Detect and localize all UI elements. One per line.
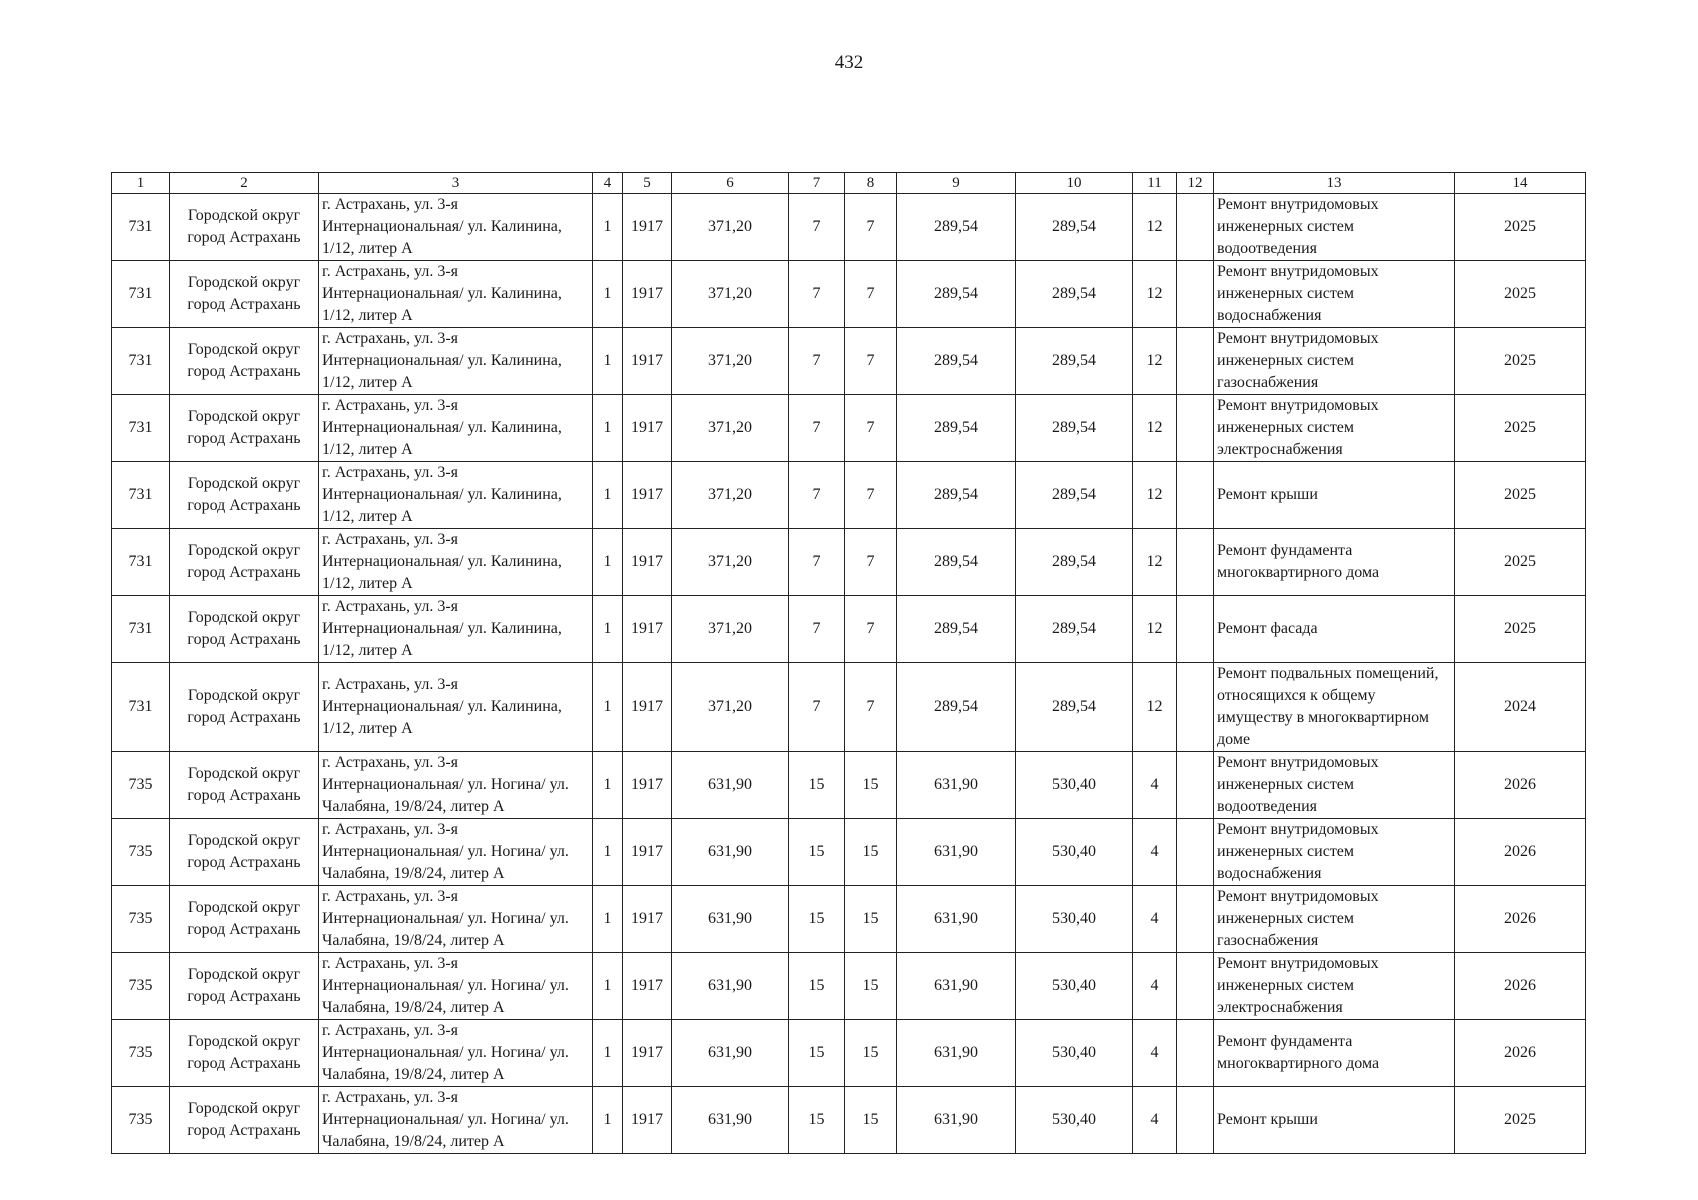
col-7-value-cell: 15 — [789, 886, 845, 953]
table-row — [112, 819, 1586, 886]
col-8-value-cell: 7 — [845, 462, 897, 529]
work-type-cell: Ремонт внутридомовых инженерных систем электроснабжения — [1214, 953, 1455, 1020]
total-area-cell: 631,90 — [672, 1087, 789, 1154]
planned-year-cell: 2026 — [1455, 1020, 1586, 1087]
municipality-cell: Городской округ город Астрахань — [170, 886, 319, 953]
col-9-area-cell: 631,90 — [897, 886, 1016, 953]
col-4-value-cell: 1 — [593, 953, 623, 1020]
col-11-value-cell: 4 — [1133, 886, 1177, 953]
year-built-cell: 1917 — [623, 596, 672, 663]
col-7-value-cell: 7 — [789, 663, 845, 752]
municipality-cell: Городской округ город Астрахань — [170, 1087, 319, 1154]
municipality-cell: Городской округ город Астрахань — [170, 1020, 319, 1087]
col-12-value-cell — [1177, 886, 1214, 953]
address-cell: г. Астрахань, ул. 3-я Интернациональная/ ул. Ногина/ ул. Чалабяна, 19/8/24, литер А — [319, 819, 593, 886]
work-type-cell: Ремонт подвальных помещений, относящихся к общему имуществу в многоквартирном доме — [1214, 663, 1455, 752]
planned-year-cell: 2025 — [1455, 395, 1586, 462]
table-row — [112, 1087, 1586, 1154]
row-number-cell: 735 — [112, 819, 170, 886]
col-12-value-cell — [1177, 819, 1214, 886]
planned-year-cell: 2026 — [1455, 953, 1586, 1020]
col-10-area-cell: 289,54 — [1016, 462, 1133, 529]
year-built-cell: 1917 — [623, 529, 672, 596]
col-10-area-cell: 289,54 — [1016, 261, 1133, 328]
col-8-value-cell: 15 — [845, 886, 897, 953]
col-7-value-cell: 7 — [789, 261, 845, 328]
planned-year-cell: 2025 — [1455, 328, 1586, 395]
municipality-cell: Городской округ город Астрахань — [170, 596, 319, 663]
row-number-cell: 735 — [112, 752, 170, 819]
total-area-cell: 371,20 — [672, 194, 789, 261]
municipality-cell: Городской округ город Астрахань — [170, 663, 319, 752]
total-area-cell: 371,20 — [672, 663, 789, 752]
year-built-cell: 1917 — [623, 819, 672, 886]
municipality-cell: Городской округ город Астрахань — [170, 395, 319, 462]
total-area-cell: 631,90 — [672, 886, 789, 953]
address-cell: г. Астрахань, ул. 3-я Интернациональная/ ул. Калинина, 1/12, литер А — [319, 529, 593, 596]
col-7-value-cell: 7 — [789, 395, 845, 462]
col-4-value-cell: 1 — [593, 1020, 623, 1087]
col-4-value-cell: 1 — [593, 819, 623, 886]
planned-year-cell: 2026 — [1455, 819, 1586, 886]
col-12-value-cell — [1177, 462, 1214, 529]
col-11-value-cell: 12 — [1133, 663, 1177, 752]
page-number: 432 — [834, 52, 864, 73]
address-cell: г. Астрахань, ул. 3-я Интернациональная/ ул. Калинина, 1/12, литер А — [319, 261, 593, 328]
table-row — [112, 261, 1586, 328]
column-number-11: 11 — [1133, 173, 1177, 194]
col-7-value-cell: 7 — [789, 529, 845, 596]
table-row — [112, 663, 1586, 752]
total-area-cell: 371,20 — [672, 596, 789, 663]
col-8-value-cell: 15 — [845, 1087, 897, 1154]
col-7-value-cell: 7 — [789, 596, 845, 663]
col-11-value-cell: 12 — [1133, 194, 1177, 261]
planned-year-cell: 2025 — [1455, 462, 1586, 529]
col-11-value-cell: 12 — [1133, 261, 1177, 328]
total-area-cell: 371,20 — [672, 462, 789, 529]
col-4-value-cell: 1 — [593, 395, 623, 462]
col-4-value-cell: 1 — [593, 663, 623, 752]
col-11-value-cell: 12 — [1133, 529, 1177, 596]
table-row — [112, 395, 1586, 462]
col-9-area-cell: 289,54 — [897, 261, 1016, 328]
address-cell: г. Астрахань, ул. 3-я Интернациональная/ ул. Ногина/ ул. Чалабяна, 19/8/24, литер А — [319, 1020, 593, 1087]
row-number-cell: 735 — [112, 953, 170, 1020]
row-number-cell: 731 — [112, 529, 170, 596]
address-cell: г. Астрахань, ул. 3-я Интернациональная/ ул. Калинина, 1/12, литер А — [319, 663, 593, 752]
row-number-cell: 731 — [112, 462, 170, 529]
total-area-cell: 371,20 — [672, 328, 789, 395]
col-4-value-cell: 1 — [593, 1087, 623, 1154]
col-4-value-cell: 1 — [593, 261, 623, 328]
column-number-8: 8 — [845, 173, 897, 194]
work-type-cell: Ремонт внутридомовых инженерных систем водоотведения — [1214, 194, 1455, 261]
col-10-area-cell: 289,54 — [1016, 395, 1133, 462]
address-cell: г. Астрахань, ул. 3-я Интернациональная/ ул. Калинина, 1/12, литер А — [319, 328, 593, 395]
col-10-area-cell: 530,40 — [1016, 953, 1133, 1020]
col-12-value-cell — [1177, 663, 1214, 752]
column-number-14: 14 — [1455, 173, 1586, 194]
col-7-value-cell: 7 — [789, 328, 845, 395]
col-9-area-cell: 289,54 — [897, 529, 1016, 596]
col-8-value-cell: 7 — [845, 194, 897, 261]
total-area-cell: 631,90 — [672, 953, 789, 1020]
year-built-cell: 1917 — [623, 953, 672, 1020]
col-9-area-cell: 289,54 — [897, 663, 1016, 752]
col-10-area-cell: 289,54 — [1016, 194, 1133, 261]
work-type-cell: Ремонт фундамента многоквартирного дома — [1214, 1020, 1455, 1087]
year-built-cell: 1917 — [623, 462, 672, 529]
col-11-value-cell: 4 — [1133, 752, 1177, 819]
col-11-value-cell: 12 — [1133, 596, 1177, 663]
col-12-value-cell — [1177, 1020, 1214, 1087]
col-9-area-cell: 631,90 — [897, 953, 1016, 1020]
address-cell: г. Астрахань, ул. 3-я Интернациональная/ ул. Калинина, 1/12, литер А — [319, 395, 593, 462]
col-10-area-cell: 289,54 — [1016, 663, 1133, 752]
work-type-cell: Ремонт фундамента многоквартирного дома — [1214, 529, 1455, 596]
column-number-10: 10 — [1016, 173, 1133, 194]
planned-year-cell: 2025 — [1455, 194, 1586, 261]
col-7-value-cell: 15 — [789, 752, 845, 819]
table-body — [112, 194, 1586, 1154]
total-area-cell: 631,90 — [672, 752, 789, 819]
row-number-cell: 731 — [112, 395, 170, 462]
col-4-value-cell: 1 — [593, 886, 623, 953]
work-type-cell: Ремонт фасада — [1214, 596, 1455, 663]
planned-year-cell: 2025 — [1455, 596, 1586, 663]
work-type-cell: Ремонт внутридомовых инженерных систем газоснабжения — [1214, 886, 1455, 953]
column-number-6: 6 — [672, 173, 789, 194]
column-number-1: 1 — [112, 173, 170, 194]
col-12-value-cell — [1177, 194, 1214, 261]
address-cell: г. Астрахань, ул. 3-я Интернациональная/ ул. Ногина/ ул. Чалабяна, 19/8/24, литер А — [319, 752, 593, 819]
col-7-value-cell: 7 — [789, 462, 845, 529]
total-area-cell: 371,20 — [672, 395, 789, 462]
col-9-area-cell: 631,90 — [897, 752, 1016, 819]
col-8-value-cell: 7 — [845, 529, 897, 596]
col-4-value-cell: 1 — [593, 462, 623, 529]
col-12-value-cell — [1177, 752, 1214, 819]
column-number-13: 13 — [1214, 173, 1455, 194]
col-11-value-cell: 12 — [1133, 462, 1177, 529]
col-9-area-cell: 631,90 — [897, 1020, 1016, 1087]
address-cell: г. Астрахань, ул. 3-я Интернациональная/ ул. Калинина, 1/12, литер А — [319, 194, 593, 261]
col-10-area-cell: 530,40 — [1016, 819, 1133, 886]
row-number-cell: 735 — [112, 886, 170, 953]
planned-year-cell: 2025 — [1455, 261, 1586, 328]
planned-year-cell: 2026 — [1455, 752, 1586, 819]
col-8-value-cell: 15 — [845, 1020, 897, 1087]
work-type-cell: Ремонт внутридомовых инженерных систем водоотведения — [1214, 752, 1455, 819]
planned-year-cell: 2026 — [1455, 886, 1586, 953]
col-9-area-cell: 289,54 — [897, 395, 1016, 462]
row-number-cell: 731 — [112, 194, 170, 261]
column-number-2: 2 — [170, 173, 319, 194]
col-12-value-cell — [1177, 395, 1214, 462]
address-cell: г. Астрахань, ул. 3-я Интернациональная/ ул. Ногина/ ул. Чалабяна, 19/8/24, литер А — [319, 1087, 593, 1154]
year-built-cell: 1917 — [623, 663, 672, 752]
col-10-area-cell: 289,54 — [1016, 328, 1133, 395]
col-4-value-cell: 1 — [593, 596, 623, 663]
col-10-area-cell: 530,40 — [1016, 1020, 1133, 1087]
row-number-cell: 735 — [112, 1020, 170, 1087]
work-type-cell: Ремонт внутридомовых инженерных систем водоснабжения — [1214, 819, 1455, 886]
col-8-value-cell: 7 — [845, 261, 897, 328]
year-built-cell: 1917 — [623, 261, 672, 328]
col-10-area-cell: 530,40 — [1016, 886, 1133, 953]
municipality-cell: Городской округ город Астрахань — [170, 261, 319, 328]
col-11-value-cell: 4 — [1133, 953, 1177, 1020]
year-built-cell: 1917 — [623, 328, 672, 395]
total-area-cell: 631,90 — [672, 1020, 789, 1087]
year-built-cell: 1917 — [623, 1020, 672, 1087]
col-4-value-cell: 1 — [593, 752, 623, 819]
col-8-value-cell: 7 — [845, 395, 897, 462]
registry-table — [111, 172, 1586, 1154]
table-row — [112, 1020, 1586, 1087]
year-built-cell: 1917 — [623, 752, 672, 819]
col-9-area-cell: 289,54 — [897, 194, 1016, 261]
col-12-value-cell — [1177, 529, 1214, 596]
table-row — [112, 194, 1586, 261]
col-9-area-cell: 631,90 — [897, 819, 1016, 886]
year-built-cell: 1917 — [623, 886, 672, 953]
table-row — [112, 953, 1586, 1020]
col-11-value-cell: 4 — [1133, 819, 1177, 886]
col-9-area-cell: 289,54 — [897, 462, 1016, 529]
municipality-cell: Городской округ город Астрахань — [170, 462, 319, 529]
col-8-value-cell: 15 — [845, 752, 897, 819]
col-8-value-cell: 15 — [845, 819, 897, 886]
col-12-value-cell — [1177, 261, 1214, 328]
col-8-value-cell: 7 — [845, 596, 897, 663]
row-number-cell: 731 — [112, 261, 170, 328]
table-row — [112, 596, 1586, 663]
col-11-value-cell: 4 — [1133, 1087, 1177, 1154]
column-number-row — [112, 173, 1586, 194]
municipality-cell: Городской округ город Астрахань — [170, 752, 319, 819]
total-area-cell: 631,90 — [672, 819, 789, 886]
col-12-value-cell — [1177, 1087, 1214, 1154]
work-type-cell: Ремонт внутридомовых инженерных систем водоснабжения — [1214, 261, 1455, 328]
col-7-value-cell: 15 — [789, 1087, 845, 1154]
col-10-area-cell: 530,40 — [1016, 1087, 1133, 1154]
row-number-cell: 731 — [112, 663, 170, 752]
table-row — [112, 752, 1586, 819]
total-area-cell: 371,20 — [672, 261, 789, 328]
municipality-cell: Городской округ город Астрахань — [170, 328, 319, 395]
col-9-area-cell: 289,54 — [897, 596, 1016, 663]
column-number-5: 5 — [623, 173, 672, 194]
address-cell: г. Астрахань, ул. 3-я Интернациональная/ ул. Ногина/ ул. Чалабяна, 19/8/24, литер А — [319, 953, 593, 1020]
col-12-value-cell — [1177, 328, 1214, 395]
col-11-value-cell: 12 — [1133, 328, 1177, 395]
year-built-cell: 1917 — [623, 194, 672, 261]
col-7-value-cell: 15 — [789, 953, 845, 1020]
column-number-9: 9 — [897, 173, 1016, 194]
municipality-cell: Городской округ город Астрахань — [170, 819, 319, 886]
col-8-value-cell: 15 — [845, 953, 897, 1020]
table-row — [112, 886, 1586, 953]
col-7-value-cell: 15 — [789, 819, 845, 886]
column-number-3: 3 — [319, 173, 593, 194]
col-11-value-cell: 12 — [1133, 395, 1177, 462]
col-9-area-cell: 631,90 — [897, 1087, 1016, 1154]
table-row — [112, 462, 1586, 529]
col-10-area-cell: 289,54 — [1016, 529, 1133, 596]
col-4-value-cell: 1 — [593, 529, 623, 596]
col-12-value-cell — [1177, 596, 1214, 663]
column-number-7: 7 — [789, 173, 845, 194]
table-row — [112, 328, 1586, 395]
planned-year-cell: 2025 — [1455, 1087, 1586, 1154]
planned-year-cell: 2025 — [1455, 529, 1586, 596]
row-number-cell: 735 — [112, 1087, 170, 1154]
work-type-cell: Ремонт внутридомовых инженерных систем газоснабжения — [1214, 328, 1455, 395]
municipality-cell: Городской округ город Астрахань — [170, 529, 319, 596]
work-type-cell: Ремонт крыши — [1214, 1087, 1455, 1154]
row-number-cell: 731 — [112, 596, 170, 663]
address-cell: г. Астрахань, ул. 3-я Интернациональная/ ул. Калинина, 1/12, литер А — [319, 596, 593, 663]
col-4-value-cell: 1 — [593, 194, 623, 261]
col-7-value-cell: 15 — [789, 1020, 845, 1087]
total-area-cell: 371,20 — [672, 529, 789, 596]
col-7-value-cell: 7 — [789, 194, 845, 261]
year-built-cell: 1917 — [623, 1087, 672, 1154]
address-cell: г. Астрахань, ул. 3-я Интернациональная/ ул. Ногина/ ул. Чалабяна, 19/8/24, литер А — [319, 886, 593, 953]
table-row — [112, 529, 1586, 596]
col-8-value-cell: 7 — [845, 328, 897, 395]
col-10-area-cell: 530,40 — [1016, 752, 1133, 819]
year-built-cell: 1917 — [623, 395, 672, 462]
col-4-value-cell: 1 — [593, 328, 623, 395]
work-type-cell: Ремонт внутридомовых инженерных систем электроснабжения — [1214, 395, 1455, 462]
row-number-cell: 731 — [112, 328, 170, 395]
col-9-area-cell: 289,54 — [897, 328, 1016, 395]
municipality-cell: Городской округ город Астрахань — [170, 194, 319, 261]
col-12-value-cell — [1177, 953, 1214, 1020]
column-number-4: 4 — [593, 173, 623, 194]
col-8-value-cell: 7 — [845, 663, 897, 752]
planned-year-cell: 2024 — [1455, 663, 1586, 752]
address-cell: г. Астрахань, ул. 3-я Интернациональная/ ул. Калинина, 1/12, литер А — [319, 462, 593, 529]
municipality-cell: Городской округ город Астрахань — [170, 953, 319, 1020]
col-11-value-cell: 4 — [1133, 1020, 1177, 1087]
column-number-12: 12 — [1177, 173, 1214, 194]
col-10-area-cell: 289,54 — [1016, 596, 1133, 663]
work-type-cell: Ремонт крыши — [1214, 462, 1455, 529]
